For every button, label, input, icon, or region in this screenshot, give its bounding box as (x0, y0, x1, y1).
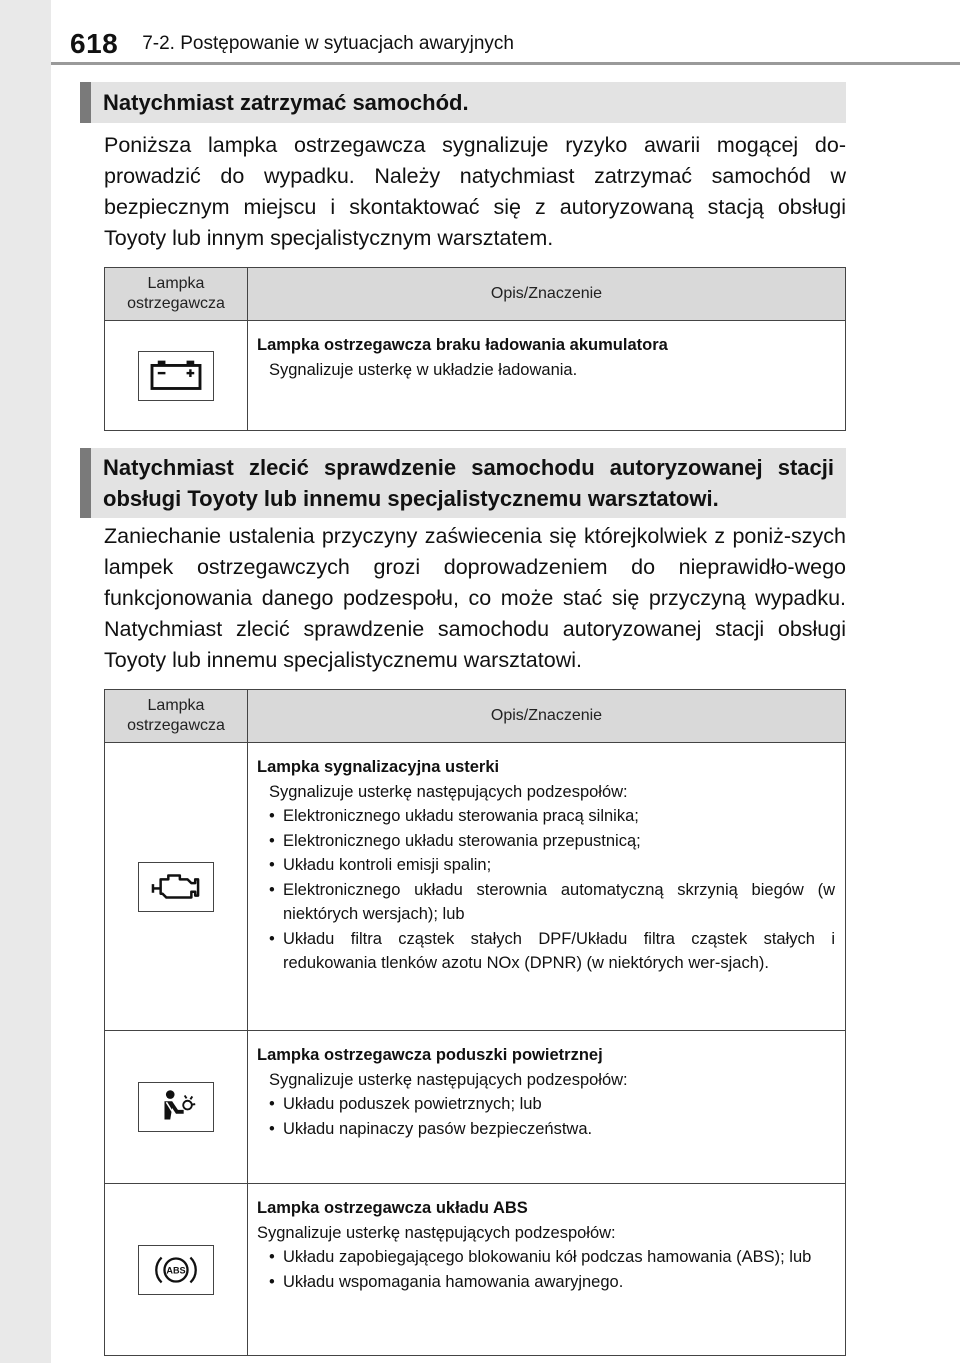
light-title: Lampka ostrzegawcza układu ABS (257, 1199, 528, 1217)
abs-icon (138, 1245, 214, 1295)
list-item: • Elektronicznego układu sterownia automatyczną skrzynią biegów (w niektórych wersjach); lub (269, 878, 835, 927)
section-heading-stop-car: Natychmiast zatrzymać samochód. (80, 82, 846, 123)
page-number: 618 (70, 28, 119, 59)
abs-icon-label: ABS (166, 1264, 186, 1275)
table-row (105, 321, 846, 431)
light-description: Sygnalizuje usterkę następujących podzespołów: (257, 1223, 616, 1242)
warning-lights-table-service (104, 689, 846, 1356)
column-header-light: Lampka ostrzegawcza (105, 690, 248, 743)
section-heading-service-check: Natychmiast zlecić sprawdzenie samochodu autoryzowanej stacji obsługi Toyoty lub innemu specjalistycznemu warsztatowi. (80, 448, 846, 518)
page-margin-strip (0, 0, 51, 1363)
component-list (257, 1245, 835, 1294)
component-list (257, 804, 835, 976)
list-item: • Układu wspomagania hamowania awaryjnego. (269, 1270, 835, 1295)
list-item: • Układu kontroli emisji spalin; (269, 853, 835, 878)
list-item: • Elektronicznego układu sterowania przepustnicą; (269, 829, 835, 854)
warning-lights-table-stop (104, 267, 846, 431)
list-item: • Układu zapobiegającego blokowaniu kół podczas hamowania (ABS); lub (269, 1245, 835, 1270)
table-row (105, 1031, 846, 1184)
light-title: Lampka sygnalizacyjna usterki (257, 758, 500, 776)
header-divider (51, 62, 960, 65)
light-description: Sygnalizuje usterkę następujących podzespołów: (269, 782, 628, 801)
chapter-title: 7-2. Postępowanie w sytuacjach awaryjnych (142, 33, 514, 54)
table-row (105, 743, 846, 1031)
table-row (105, 1184, 846, 1356)
airbag-icon (138, 1082, 214, 1132)
page-header (70, 26, 514, 62)
light-description: Sygnalizuje usterkę w układzie ładowania. (269, 360, 578, 379)
section-paragraph-service-check: Zaniechanie ustalenia przyczyny zaświecenia się którejkolwiek z poniż-szych lampek ostrzegawczych grozi doprowadzeniem do nieprawidło-wego funkcjonowania danego podzespołu, co może stać się przyczyną wypadku. Natychmiast zlecić sprawdzenie samochodu autoryzowanej stacji obsługi Toyoty lub innemu specjalistycznemu warsztatowi. (104, 524, 846, 672)
column-header-light: Lampka ostrzegawcza (105, 268, 248, 321)
list-item: • Elektronicznego układu sterowania pracą silnika; (269, 804, 835, 829)
light-title: Lampka ostrzegawcza braku ładowania akumulatora (257, 336, 668, 354)
column-header-description: Opis/Znaczenie (248, 690, 846, 743)
check-engine-icon (138, 862, 214, 912)
battery-icon (138, 351, 214, 401)
list-item: • Układu poduszek powietrznych; lub (269, 1092, 835, 1117)
component-list (257, 1092, 835, 1141)
column-header-description: Opis/Znaczenie (248, 268, 846, 321)
light-title: Lampka ostrzegawcza poduszki powietrznej (257, 1046, 603, 1064)
section-paragraph-stop-car: Poniższa lampka ostrzegawcza sygnalizuje ryzyko awarii mogącej do-prowadzić do wypadku. Należy natychmiast zatrzymać samochód w bezpiecznym miejscu i skontaktować się z autoryzowaną stacją obsługi Toyoty lub innym specjalistycznym warsztatem. (104, 133, 846, 250)
list-item: • Układu filtra cząstek stałych DPF/Układu filtra cząstek stałych i redukowania tlenków azotu NOx (DPNR) (w niektórych wer-sjach). (269, 927, 835, 976)
list-item: • Układu napinaczy pasów bezpieczeństwa. (269, 1117, 835, 1142)
light-description: Sygnalizuje usterkę następujących podzespołów: (269, 1070, 628, 1089)
